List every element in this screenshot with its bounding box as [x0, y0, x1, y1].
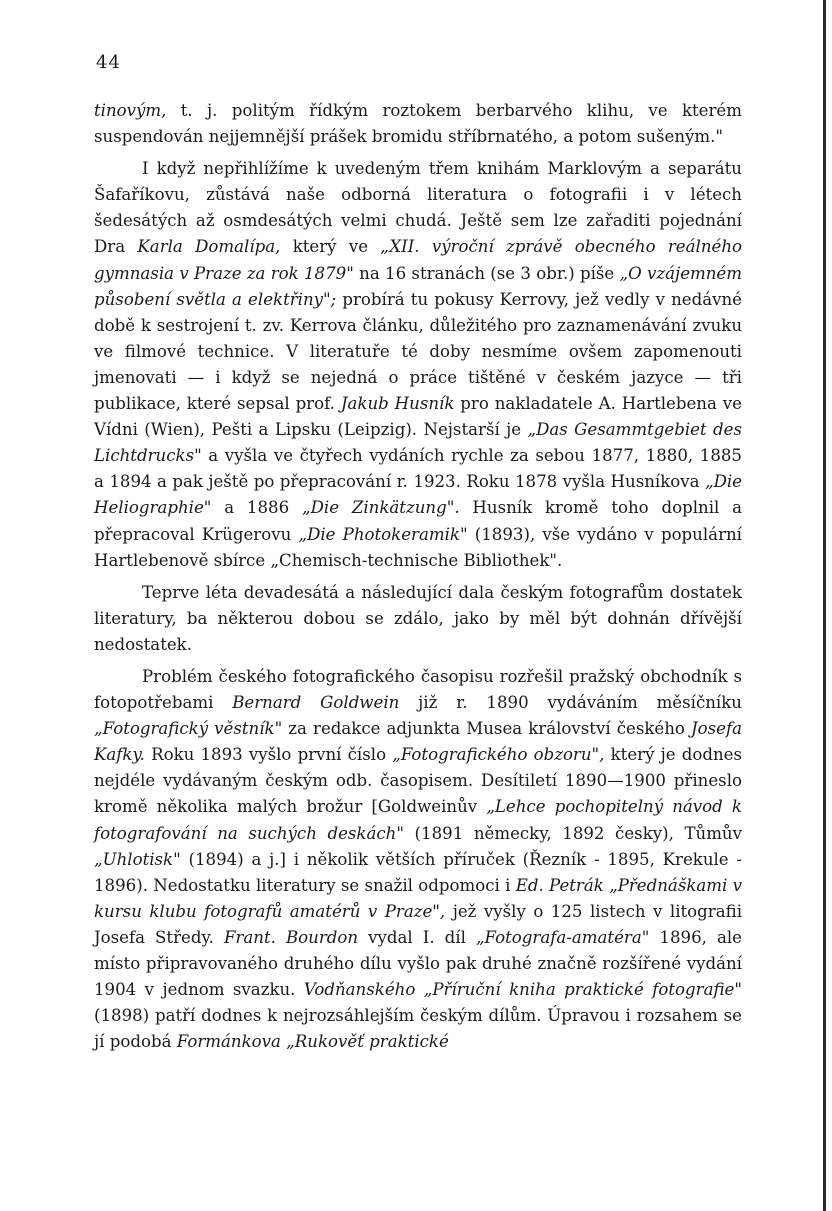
text-run: vydal I. díl [358, 927, 476, 947]
paragraph [94, 98, 742, 150]
italic-text-run: Josefa Kafky. [94, 719, 742, 765]
page-edge-line [823, 0, 826, 1211]
italic-text-run: Jakub Husník [340, 394, 455, 414]
italic-text-run: „Die Photokeramik" [298, 524, 468, 544]
text-run: na 16 stranách (se 3 obr.) píše [353, 263, 620, 283]
paragraph [94, 580, 742, 658]
italic-text-run: Frant. Bourdon [223, 927, 359, 947]
text-run: I když nepřihlížíme k uvedeným třem knihám Marklovým a separátu Šafaříkovu, zůstává naše odborná literatura o fotografii i v létech šedesátých až osmdesátých velmi chudá. Ještě sem lze zařaditi pojednání Dra [94, 159, 742, 257]
text-run: Roku 1893 vyšlo první číslo [144, 745, 393, 765]
text-run: Problém českého fotografického časopisu rozřešil pražský obchodník s fotopotřebami [94, 666, 742, 713]
text-run: který ve [280, 237, 381, 257]
text-run: pro nakladatele A. Hartlebena ve Vídni (Wien), Pešti a Lipsku (Leipzig). Nejstarší je [94, 394, 742, 440]
text-run: t. j. politým řídkým roztokem berbarvého klihu, ve kterém suspendován nejjemnější prášek bromidu stříbrnatého, a potom sušeným." [94, 101, 742, 147]
text-run: a 1886 [211, 498, 302, 518]
italic-text-run: „Lehce pochopitelný návod k fotografování na suchých deskách" [94, 797, 742, 843]
italic-text-run: „Die Zinkätzung". [301, 498, 460, 518]
text-run: jež vyšly o 125 listech v litografii Josefa Středy. [94, 901, 742, 947]
page-number: 44 [96, 52, 121, 73]
italic-text-run: tinovým, [94, 101, 167, 120]
text-run: Teprve léta devadesátá a následující dala českým fotografům dostatek literatury, ba některou dobou se zdálo, jako by měl být dohnán dřívější nedostatek. [94, 582, 742, 654]
italic-text-run: „Fotografický věstník" [94, 719, 283, 739]
italic-text-run: Formánkova „Rukověť praktické [176, 1032, 449, 1052]
italic-text-run: „O vzájemném působení světla a elektřiny"; [94, 263, 742, 309]
text-run: (1891 německy, 1892 česky), Tůmův [403, 823, 742, 843]
text-run: a vyšla ve čtyřech vydáních rychle za sebou 1877, 1880, 1885 a 1894 a pak ještě po přepracování r. 1923. Roku 1878 vyšla Husníkova [94, 446, 742, 492]
italic-text-run: „Das Gesammtgebiet des Lichtdrucks" [94, 420, 742, 466]
text-run: probírá tu pokusy Kerrovy, jež vedly v nedávné době k sestrojení t. zv. Kerrova článku, důležitého pro zaznamenávání zvuku ve filmové technice. V literatuře té doby nesmíme ovšem zapomenouti jmenovati — i když se nejedná o práce tištěné v českém jazyce — tři publikace, které sepsal prof. [94, 289, 742, 414]
text-run: již r. 1890 vydáváním měsíčníku [399, 693, 742, 713]
text-run: Husník kromě toho doplnil a přepracoval Krügerovu [94, 498, 743, 544]
text-run: za redakce adjunkta Musea království českého [282, 719, 691, 739]
paragraph [94, 156, 742, 574]
italic-text-run: „Fotografického obzoru", [392, 745, 605, 765]
italic-text-run: Vodňanského „Příruční kniha praktické fotografie" [303, 980, 743, 1000]
italic-text-run: „Přednáškami v kursu klubu fotografů amatérů v Praze", [94, 875, 742, 921]
italic-text-run: Karla Domalípa, [137, 237, 281, 257]
italic-text-run: „Die Heliographie" [94, 472, 742, 518]
italic-text-run: „XII. výroční zprávě obecného reálného gymnasia v Praze za rok 1879" [94, 237, 743, 283]
italic-text-run: „Fotografa-amatéra" [475, 927, 650, 947]
text-run: (1893), vše vydáno v populární Hartlebenově sbírce „Chemisch-technische Bibliothek". [94, 524, 742, 570]
italic-text-run: „Uhlotisk" [94, 849, 181, 869]
text-run: který je dodnes nejdéle vydávaným českým odb. časopisem. Desítiletí 1890—1900 přineslo kromě několika malých brožur [Goldweinův [94, 745, 743, 817]
italic-text-run: Bernard Goldwein [232, 693, 400, 713]
text-run: 1896, ale místo připravovaného druhého dílu vyšlo pak druhé značně rozšířené vydání 1904 v jednom svazku. [94, 927, 742, 1000]
body-text [94, 98, 742, 1055]
text-run: (1898) patří dodnes k nejrozsáhlejším českým dílům. Úpravou i rozsahem se jí podobá [94, 1006, 742, 1052]
paragraph [94, 664, 742, 1055]
italic-text-run: Ed. Petrák [515, 875, 604, 895]
text-run: (1894) a j.] i několik větších příruček (Řezník - 1895, Krekule - 1896). Nedostatku literatury se snažil odpomoci i [94, 849, 742, 895]
